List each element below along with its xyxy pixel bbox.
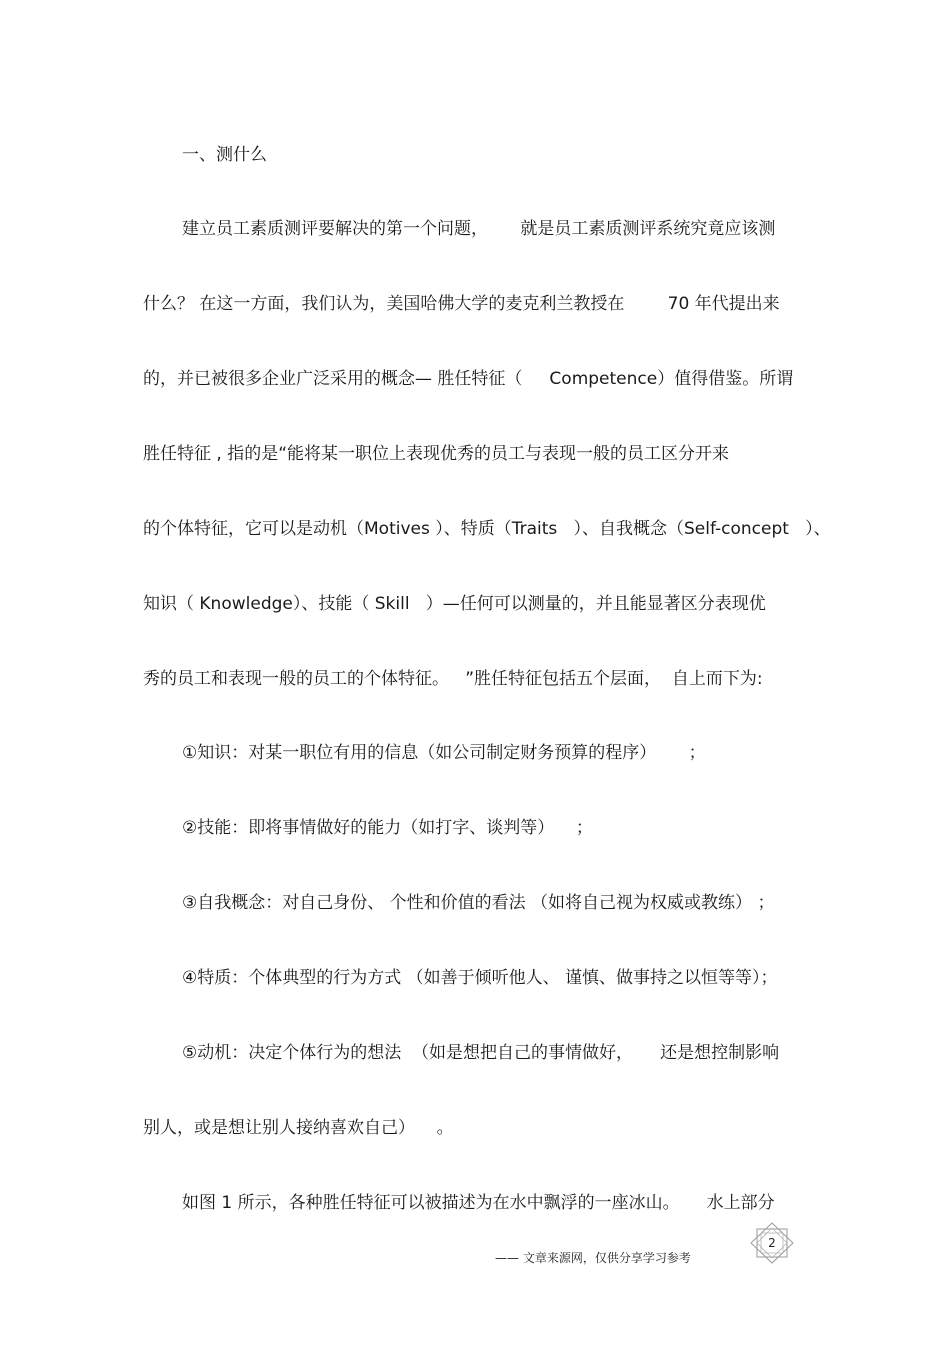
list-item: ⑤动机：决定个体行为的想法 （如是想把自己的事情做好， 还是想控制影响	[182, 1043, 780, 1063]
list-item: ④特质：个体典型的行为方式 （如善于倾听他人、 谨慎、做事持之以恒等等）；	[182, 968, 778, 988]
list-item: ③自我概念：对自己身份、 个性和价值的看法 （如将自己视为权威或教练） ；	[182, 893, 775, 913]
text-line: 的，并已被很多企业广泛采用的概念— 胜任特征（ Competence）值得借鉴。所谓	[143, 369, 794, 389]
page-heading: 一、测什么	[182, 145, 267, 165]
text-line: 建立员工素质测评要解决的第一个问题， 就是员工素质测评系统究竟应该测	[182, 219, 776, 239]
page-number-badge	[750, 1222, 794, 1264]
text-line: 别人，或是想让别人接纳喜欢自己） 。	[143, 1118, 454, 1138]
list-item: ①知识：对某一职位有用的信息（如公司制定财务预算的程序） ；	[182, 743, 706, 763]
page-number: 2	[768, 1236, 776, 1250]
list-item: ②技能：即将事情做好的能力（如打字、谈判等） ；	[182, 818, 593, 838]
text-line: 如图 1 所示，各种胜任特征可以被描述为在水中飘浮的一座冰山。 水上部分	[182, 1193, 775, 1213]
text-line: 胜任特征 , 指的是“能将某一职位上表现优秀的员工与表现一般的员工区分开来	[143, 444, 730, 464]
footer-note: —— 文章来源网，仅供分享学习参考	[495, 1251, 691, 1265]
text-line: 什么？ 在这一方面，我们认为，美国哈佛大学的麦克利兰教授在 70 年代提出来	[143, 294, 780, 314]
text-line: 的个体特征，它可以是动机（Motives ）、特质（Traits ）、自我概念（Self-concept ）、	[143, 519, 831, 539]
text-line: 秀的员工和表现一般的员工的个体特征。 ”胜任特征包括五个层面， 自上而下为:	[143, 669, 763, 689]
text-line: 知识（ Knowledge）、技能（ Skill ）—任何可以测量的，并且能显著区分表现优	[143, 594, 766, 614]
